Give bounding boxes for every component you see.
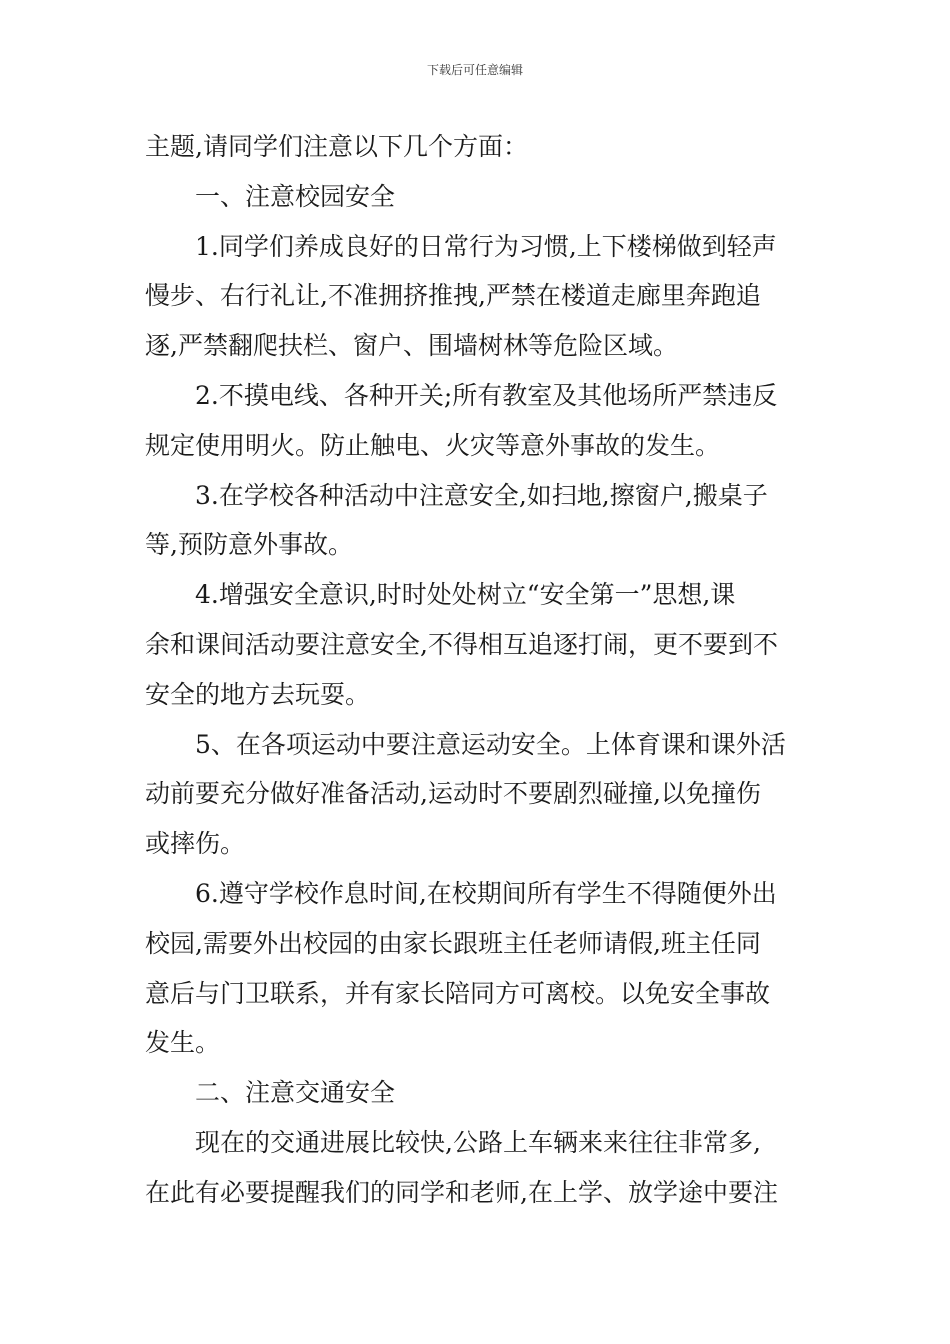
text-line: 逐,严禁翻爬扶栏、窗户、围墙树林等危险区域。	[145, 331, 678, 361]
text-line: 2.不摸电线、各种开关;所有教室及其他场所严禁违反	[195, 380, 778, 410]
text-line: 规定使用明火。防止触电、火灾等意外事故的发生。	[145, 430, 721, 460]
section-heading: 二、注意交通安全	[195, 1078, 396, 1108]
text-line: 主题,请同学们注意以下几个方面：	[145, 132, 528, 161]
section-heading: 一、注意校园安全	[195, 181, 396, 211]
document-body	[145, 122, 813, 1218]
text-line: 在此有必要提醒我们的同学和老师,在上学、放学途中要注	[145, 1177, 778, 1207]
text-line: 慢步、右行礼让,不准拥挤推拽,严禁在楼道走廊里奔跑追	[145, 281, 761, 311]
text-line: 意后与门卫联系，并有家长陪同方可离校。以免安全事故	[145, 978, 771, 1008]
text-line: 或摔伤。	[145, 829, 246, 859]
text-line: 余和课间活动要注意安全,不得相互追逐打闹，更不要到不	[145, 629, 778, 659]
text-line: 6.遵守学校作息时间,在校期间所有学生不得随便外出	[195, 878, 777, 908]
text-line: 等,预防意外事故。	[145, 530, 353, 560]
text-line: 发生。	[145, 1028, 221, 1058]
text-line: 校园,需要外出校园的由家长跟班主任老师请假,班主任同	[145, 928, 761, 958]
text-line: 1.同学们养成良好的日常行为习惯,上下楼梯做到轻声	[195, 231, 777, 261]
text-line: 动前要充分做好准备活动,运动时不要剧烈碰撞,以免撞伤	[145, 779, 761, 809]
text-line: 3.在学校各种活动中注意安全,如扫地,擦窗户,搬桌子	[195, 480, 768, 510]
text-line: 现在的交通进展比较快,公路上车辆来来往往非常多,	[195, 1127, 761, 1157]
text-line: 5、在各项运动中要注意运动安全。上体育课和课外活	[195, 729, 786, 759]
page-header: 下载后可任意编辑	[426, 63, 523, 77]
text-line: 4.增强安全意识,时时处处树立“安全第一”思想,课	[195, 580, 736, 610]
text-line: 安全的地方去玩耍。	[145, 679, 371, 709]
